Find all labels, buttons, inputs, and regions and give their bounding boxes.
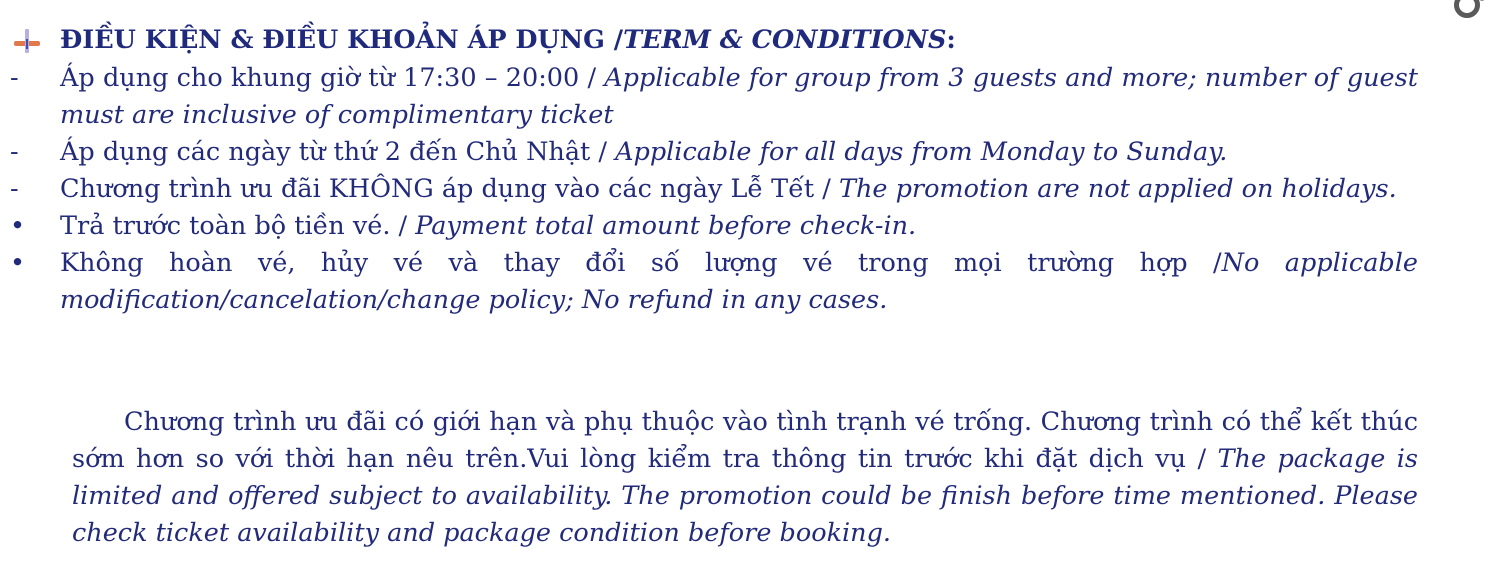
list-item-text bbox=[60, 245, 1418, 319]
item-text-en: No applicable modification/cancelation/change policy; No refund in any cases. bbox=[60, 248, 1418, 315]
terms-heading bbox=[14, 20, 1484, 60]
dash-marker: - bbox=[10, 137, 19, 167]
item-text-en: The promotion are not applied on holidays. bbox=[838, 174, 1397, 204]
list-item-text bbox=[60, 171, 1418, 208]
list-item bbox=[8, 208, 1488, 245]
heading-suffix: : bbox=[946, 25, 956, 55]
dash-marker: - bbox=[10, 63, 19, 93]
list-item bbox=[8, 171, 1488, 208]
heading-vi: ĐIỀU KIỆN & ĐIỀU KHOẢN ÁP DỤNG / bbox=[60, 25, 624, 55]
list-item bbox=[8, 60, 1488, 134]
bullet-marker: • bbox=[10, 211, 26, 241]
ring-logo-fragment-icon bbox=[1454, 0, 1480, 18]
item-text-en: Payment total amount before check-in. bbox=[415, 211, 917, 241]
notice-vi: Chương trình ưu đãi có giới hạn và phụ thuộc vào tình trạnh vé trống. Chương trình có thể kết thúc sớm hơn so với thời hạn nêu trên.Vui lòng kiểm tra thông tin trước khi đặt dịch vụ / bbox=[72, 407, 1418, 474]
item-text-vi: Không hoàn vé, hủy vé và thay đổi số lượng vé trong mọi trường hợp / bbox=[60, 248, 1222, 278]
bullet-marker: • bbox=[10, 248, 26, 278]
item-text-vi: Áp dụng các ngày từ thứ 2 đến Chủ Nhật / bbox=[60, 137, 616, 167]
list-item-text bbox=[60, 208, 1418, 245]
item-text-vi: Trả trước toàn bộ tiền vé. / bbox=[60, 211, 416, 241]
list-item-text bbox=[60, 60, 1418, 134]
heading-en: TERM & CONDITIONS bbox=[623, 25, 947, 55]
list-item-text bbox=[60, 134, 1418, 171]
list-item bbox=[8, 134, 1488, 171]
star-cross-bullet-icon bbox=[14, 27, 40, 53]
item-text-en: Applicable for group from 3 guests and more; number of guest must are inclusive of complimentary ticket bbox=[60, 63, 1418, 130]
list-item bbox=[8, 245, 1488, 319]
item-text-en: Applicable for all days from Monday to Sunday. bbox=[615, 137, 1228, 167]
item-text-vi: Chương trình ưu đãi KHÔNG áp dụng vào các ngày Lễ Tết / bbox=[60, 174, 839, 204]
notice-en: The package is limited and offered subject to availability. The promotion could be finish before time mentioned. Please check ticket availability and package condition before booking. bbox=[72, 444, 1418, 548]
availability-notice bbox=[72, 404, 1418, 552]
item-text-vi: Áp dụng cho khung giờ từ 17:30 – 20:00 / bbox=[60, 63, 605, 93]
terms-list bbox=[8, 60, 1488, 319]
dash-marker: - bbox=[10, 174, 19, 204]
